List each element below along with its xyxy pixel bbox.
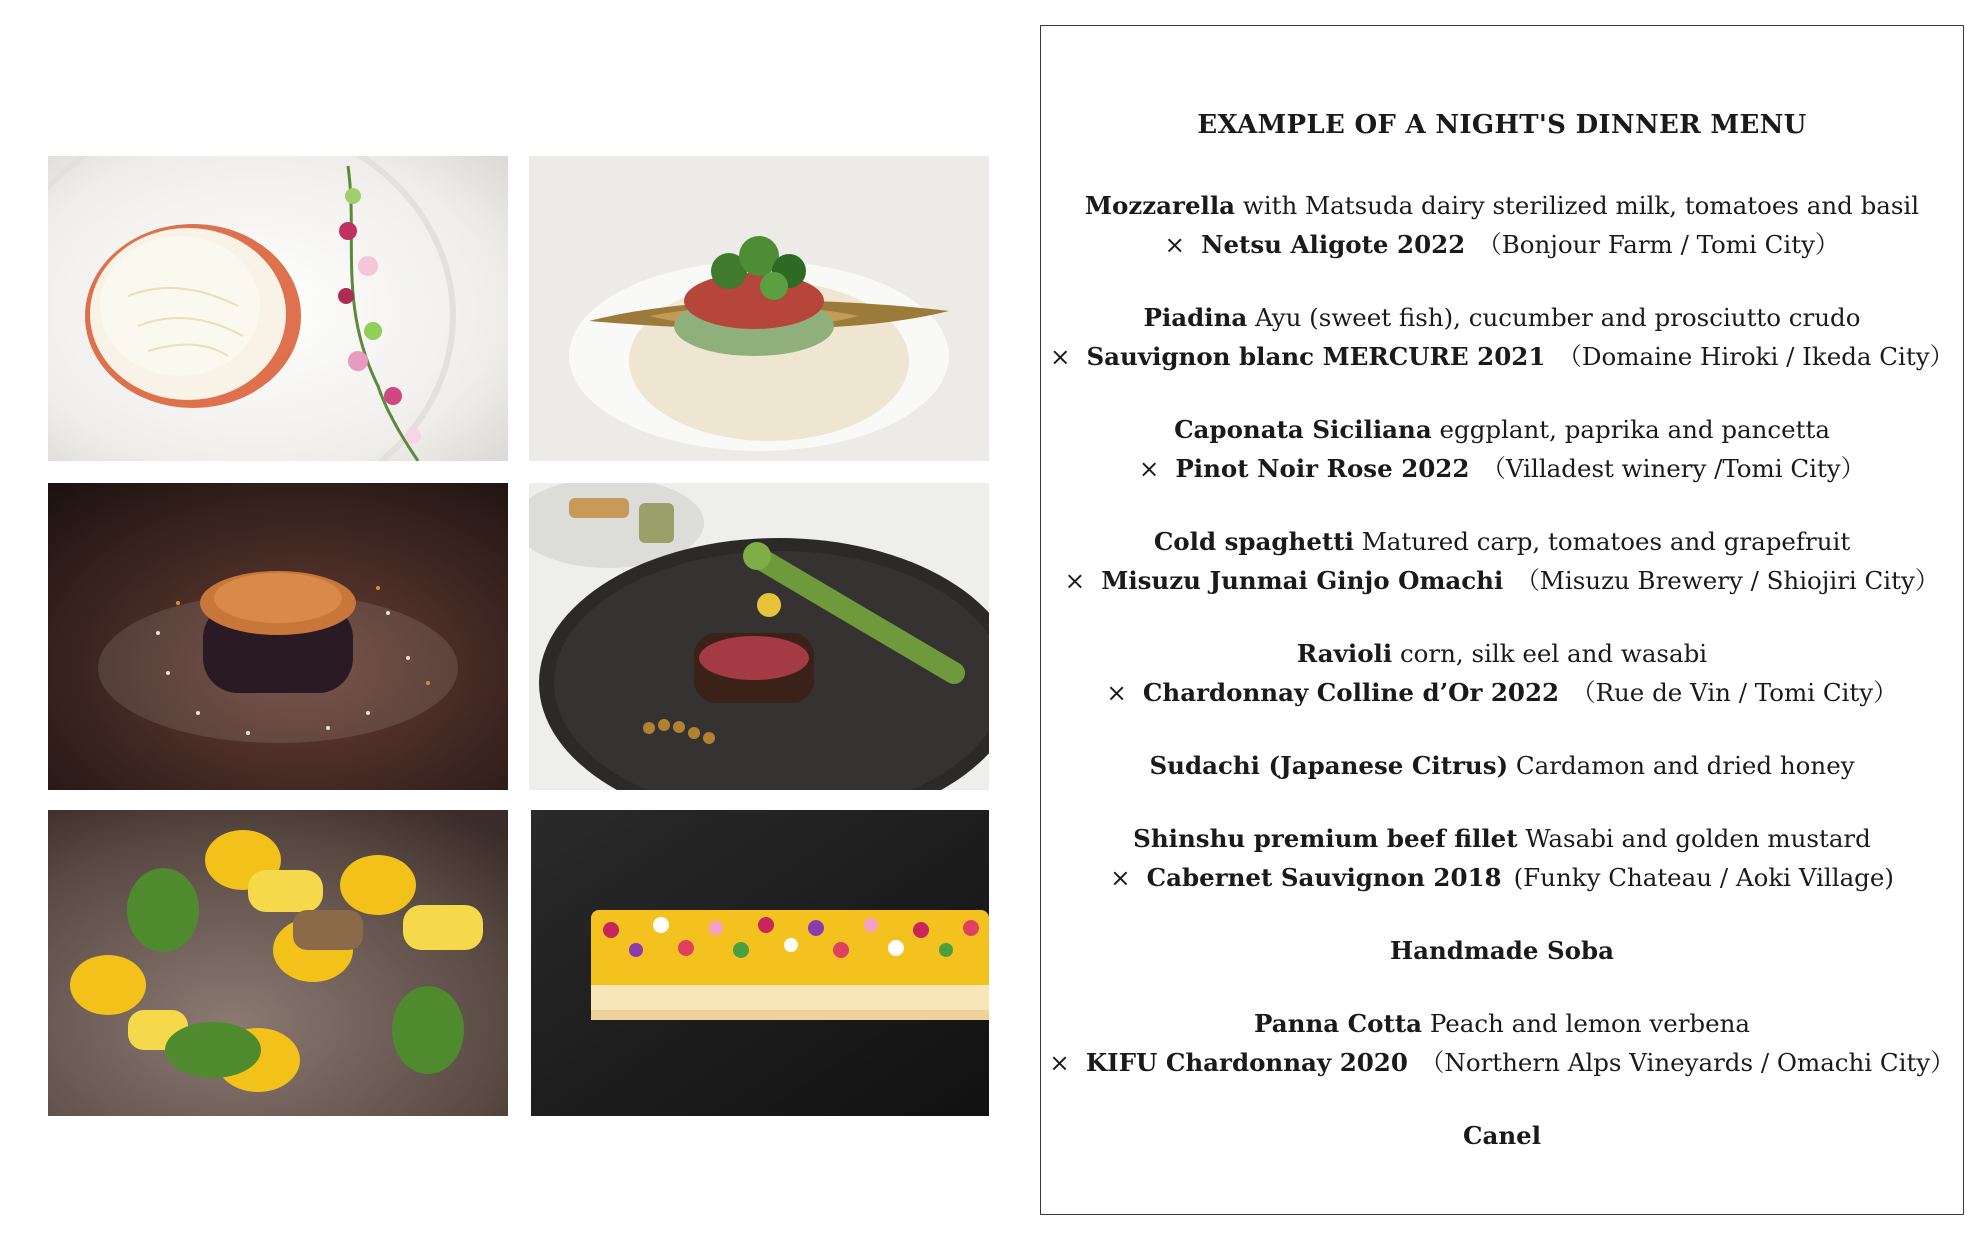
- dinner-menu-panel: [1040, 25, 1964, 1215]
- dish-name: Caponata Siciliana: [1174, 415, 1432, 444]
- course-soba: [1041, 931, 1963, 970]
- course-ravioli: [1041, 634, 1963, 712]
- dish-name: Piadina: [1143, 303, 1248, 332]
- course-caponata: [1041, 410, 1963, 488]
- panna-cotta-illustration: [531, 810, 989, 1116]
- dish-name: Panna Cotta: [1254, 1009, 1423, 1038]
- pairing-mark: ×: [1138, 454, 1160, 483]
- course-beef-fillet: [1041, 819, 1963, 897]
- course-cold-spaghetti: [1041, 522, 1963, 600]
- wine-producer: （Northern Alps Vineyards / Omachi City）: [1419, 1048, 1955, 1077]
- dish-line: [1041, 186, 1963, 225]
- course-canel: [1041, 1116, 1963, 1155]
- wine-name: KIFU Chardonnay 2020: [1085, 1048, 1408, 1077]
- ravioli-photo: [48, 810, 508, 1116]
- pairing-line: [1041, 673, 1963, 712]
- caponata-photo: [48, 483, 508, 790]
- ravioli-illustration: [48, 810, 508, 1116]
- dish-description: corn, silk eel and wasabi: [1399, 639, 1708, 668]
- dish-description: Matured carp, tomatoes and grapefruit: [1361, 527, 1851, 556]
- pairing-mark: ×: [1049, 342, 1071, 371]
- wine-producer: （Rue de Vin / Tomi City）: [1571, 678, 1898, 707]
- pairing-line: [1041, 337, 1963, 376]
- dish-line: [1041, 634, 1963, 673]
- course-piadina: [1041, 298, 1963, 376]
- dish-line: [1041, 931, 1963, 970]
- wine-producer: （Villadest winery /Tomi City）: [1481, 454, 1866, 483]
- dish-description: with Matsuda dairy sterilized milk, tomatoes and basil: [1242, 191, 1920, 220]
- course-mozzarella: [1041, 186, 1963, 264]
- course-panna-cotta: [1041, 1004, 1963, 1082]
- pairing-line: [1041, 858, 1963, 897]
- pairing-line: [1041, 1043, 1963, 1082]
- pairing-line: [1041, 449, 1963, 488]
- dish-name: Mozzarella: [1084, 191, 1236, 220]
- wine-name: Pinot Noir Rose 2022: [1175, 454, 1470, 483]
- course-list: [1041, 186, 1963, 1189]
- piadina-illustration: [529, 156, 989, 461]
- dish-description: Wasabi and golden mustard: [1525, 824, 1871, 853]
- dish-line: [1041, 1116, 1963, 1155]
- beef-fillet-illustration: [529, 483, 989, 790]
- wine-producer: (Funky Chateau / Aoki Village): [1513, 863, 1894, 892]
- dish-name: Ravioli: [1296, 639, 1393, 668]
- wine-producer: （Domaine Hiroki / Ikeda City）: [1557, 342, 1955, 371]
- wine-name: Misuzu Junmai Ginjo Omachi: [1101, 566, 1504, 595]
- course-sudachi: [1041, 746, 1963, 785]
- dish-description: Cardamon and dried honey: [1515, 751, 1855, 780]
- dish-name: Cold spaghetti: [1153, 527, 1354, 556]
- dish-name: Handmade Soba: [1389, 936, 1615, 965]
- piadina-photo: [529, 156, 989, 461]
- menu-title: EXAMPLE OF A NIGHT'S DINNER MENU: [1197, 110, 1807, 140]
- pairing-mark: ×: [1049, 1048, 1070, 1077]
- wine-name: Netsu Aligote 2022: [1201, 230, 1466, 259]
- wine-name: Cabernet Sauvignon 2018: [1146, 863, 1502, 892]
- dish-description: eggplant, paprika and pancetta: [1439, 415, 1830, 444]
- dish-name: Sudachi (Japanese Citrus): [1149, 751, 1509, 780]
- pairing-line: [1041, 225, 1963, 264]
- wine-name: Chardonnay Colline d’Or 2022: [1142, 678, 1560, 707]
- wine-producer: （Bonjour Farm / Tomi City）: [1477, 230, 1840, 259]
- pairing-mark: ×: [1106, 678, 1127, 707]
- dish-line: [1041, 298, 1963, 337]
- pairing-line: [1041, 561, 1963, 600]
- dish-name: Canel: [1462, 1121, 1542, 1150]
- dish-name: Shinshu premium beef fillet: [1133, 824, 1518, 853]
- dish-line: [1041, 410, 1963, 449]
- pairing-mark: ×: [1110, 863, 1131, 892]
- beef-fillet-photo: [529, 483, 989, 790]
- dish-line: [1041, 746, 1963, 785]
- dish-line: [1041, 1004, 1963, 1043]
- panna-cotta-photo: [531, 810, 989, 1116]
- caponata-illustration: [48, 483, 508, 790]
- wine-producer: （Misuzu Brewery / Shiojiri City）: [1515, 566, 1940, 595]
- mozzarella-illustration: [48, 156, 508, 461]
- pairing-mark: ×: [1064, 566, 1086, 595]
- dish-description: Ayu (sweet fish), cucumber and prosciutto crudo: [1255, 303, 1861, 332]
- dish-description: Peach and lemon verbena: [1429, 1009, 1750, 1038]
- dish-line: [1041, 819, 1963, 858]
- wine-name: Sauvignon blanc MERCURE 2021: [1086, 342, 1546, 371]
- mozzarella-photo: [48, 156, 508, 461]
- pairing-mark: ×: [1164, 230, 1186, 259]
- dish-line: [1041, 522, 1963, 561]
